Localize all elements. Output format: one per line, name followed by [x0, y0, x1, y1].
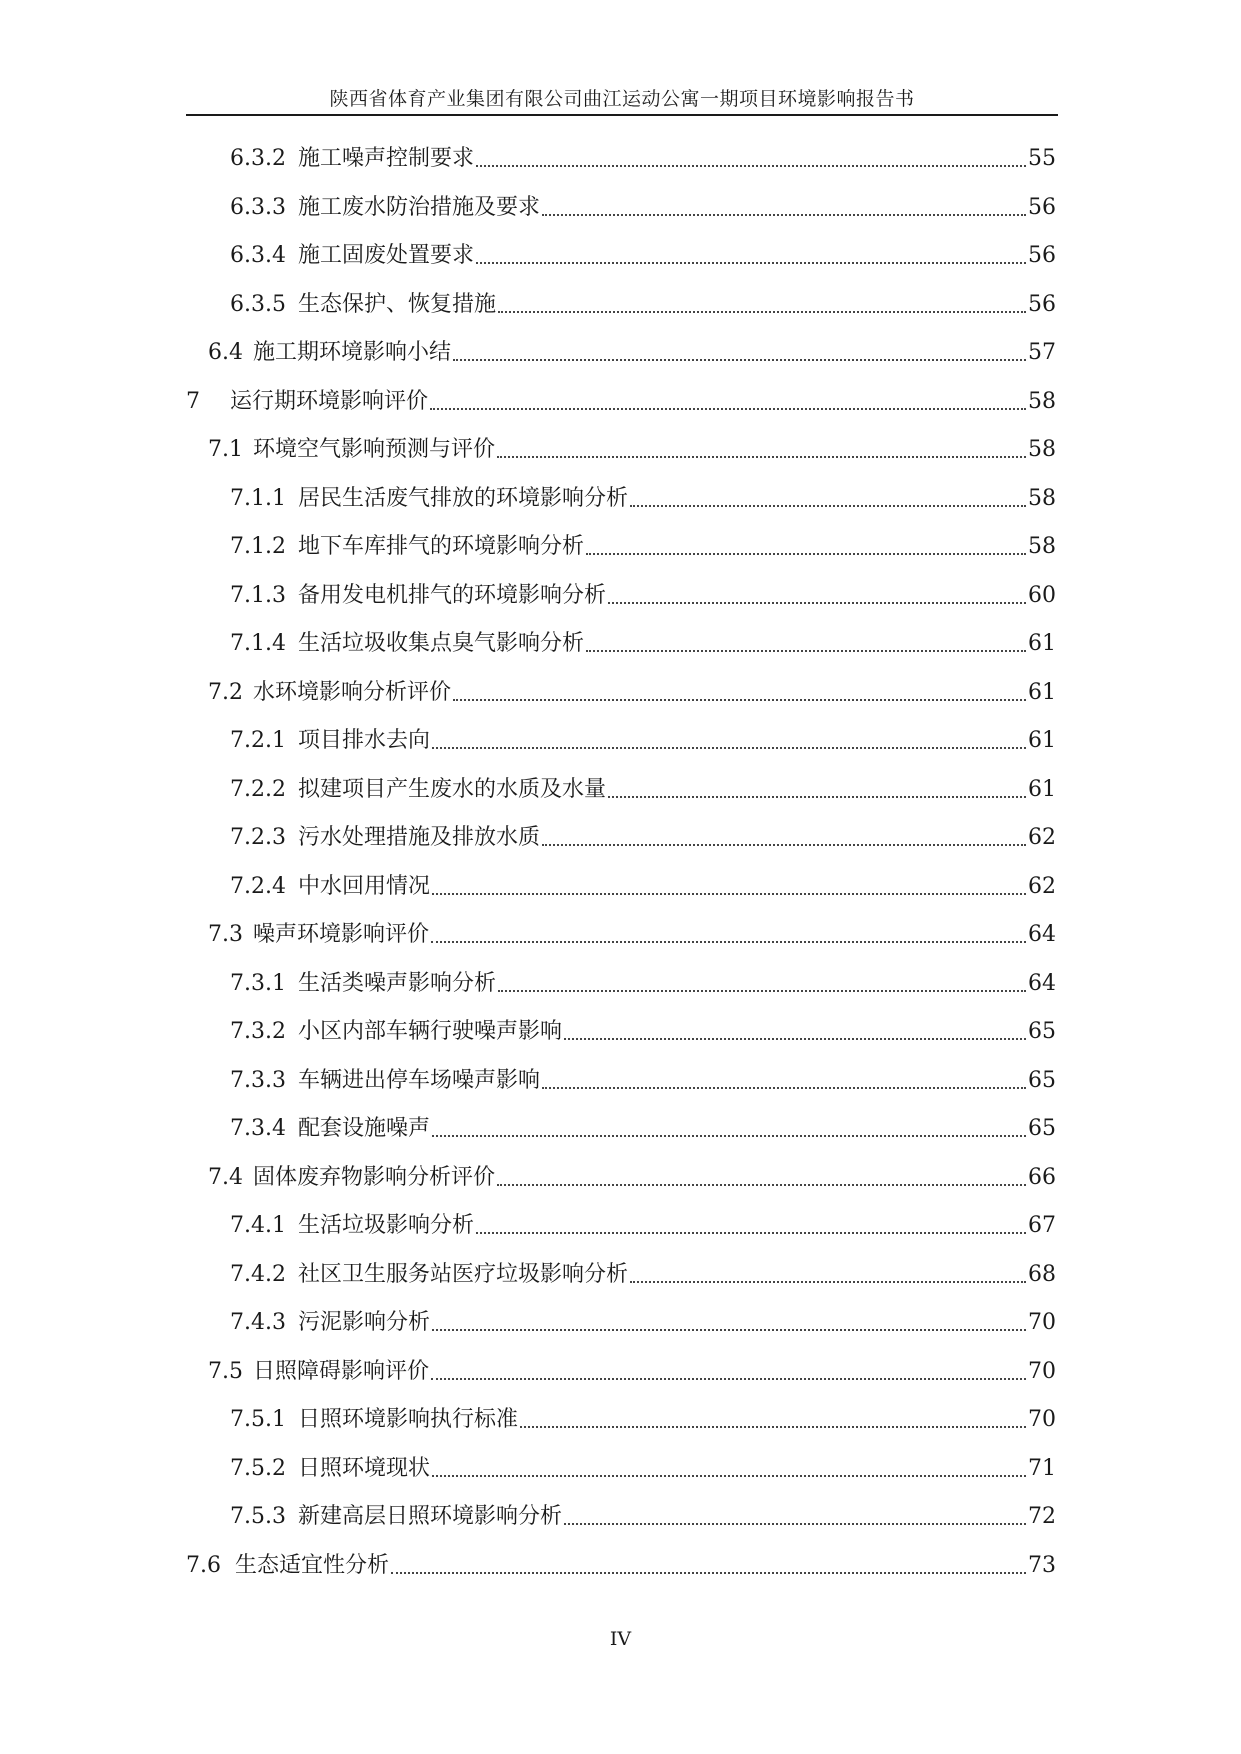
toc-dot-leader: [498, 990, 1026, 992]
toc-entry[interactable]: [208, 336, 1056, 370]
toc-entry[interactable]: [230, 627, 1056, 661]
toc-entry[interactable]: [230, 1209, 1056, 1243]
toc-entry-title: 施工期环境影响小结: [253, 340, 452, 365]
toc-entry-page: 71: [1028, 1455, 1056, 1481]
toc-entry[interactable]: [230, 530, 1056, 564]
toc-dot-leader: [586, 650, 1026, 652]
toc-entry[interactable]: [208, 676, 1056, 710]
toc-entry[interactable]: [230, 288, 1056, 322]
toc-entry-number: 7.5.1: [230, 1407, 286, 1432]
toc-entry-title: 日照环境影响执行标准: [297, 1407, 518, 1432]
toc-dot-leader: [431, 941, 1026, 943]
toc-entry[interactable]: [230, 191, 1056, 225]
toc-entry-title: 车辆进出停车场噪声影响: [297, 1067, 540, 1093]
toc-entry-page: 58: [1028, 388, 1056, 414]
toc-dot-leader: [476, 165, 1026, 167]
toc-entry-page: 68: [1028, 1261, 1056, 1287]
toc-entry-number: 7.2: [208, 679, 243, 705]
toc-entry-page: 61: [1028, 631, 1056, 656]
toc-entry-page: 56: [1028, 291, 1056, 317]
toc-dot-leader: [497, 1184, 1026, 1186]
toc-entry-page: 55: [1028, 146, 1056, 171]
toc-entry-title: 拟建项目产生废水的水质及水量: [297, 776, 606, 802]
toc-entry-title: 施工固废处置要求: [297, 243, 474, 268]
toc-entry-title: 中水回用情况: [297, 873, 430, 899]
toc-entry-number: 7.4.3: [230, 1310, 286, 1335]
toc-entry[interactable]: [230, 1112, 1056, 1146]
toc-dot-leader: [608, 602, 1026, 604]
toc-entry-page: 70: [1028, 1358, 1056, 1384]
toc-dot-leader: [432, 1329, 1026, 1331]
toc-dot-leader: [476, 1232, 1026, 1234]
toc-entry-number: 7.3.4: [230, 1116, 286, 1141]
toc-entry-number: 7.5.2: [230, 1455, 286, 1481]
toc-entry-title: 生活类噪声影响分析: [297, 970, 496, 996]
toc-entry-number: 7.4.1: [230, 1213, 286, 1238]
toc-entry[interactable]: [230, 773, 1056, 807]
toc-entry-title: 日照环境现状: [297, 1455, 430, 1481]
toc-entry-number: 7.5.3: [230, 1504, 286, 1529]
toc-entry-page: 64: [1028, 922, 1056, 947]
toc-entry-title: 污泥影响分析: [297, 1310, 430, 1335]
toc-dot-leader: [432, 1135, 1026, 1137]
toc-entry-title: 备用发电机排气的环境影响分析: [297, 582, 606, 608]
toc-entry-number: 7.3: [208, 922, 243, 947]
toc-entry-page: 66: [1028, 1164, 1056, 1190]
toc-entry-page: 61: [1028, 679, 1056, 705]
toc-entry-page: 58: [1028, 485, 1056, 511]
toc-entry-number: 7.3.1: [230, 970, 286, 996]
toc-dot-leader: [498, 311, 1026, 313]
toc-entry-number: 6.3.4: [230, 243, 286, 268]
toc-dot-leader: [564, 1523, 1026, 1525]
page-number: IV: [609, 1628, 632, 1650]
toc-entry-number: 7.2.1: [230, 728, 286, 753]
toc-dot-leader: [391, 1572, 1026, 1574]
toc-entry[interactable]: [230, 1500, 1056, 1534]
toc-dot-leader: [430, 408, 1026, 410]
toc-entry[interactable]: [230, 239, 1056, 273]
toc-entry-page: 65: [1028, 1067, 1056, 1093]
toc-entry-number: 7: [186, 388, 200, 414]
toc-entry[interactable]: [230, 724, 1056, 758]
toc-entry-title: 居民生活废气排放的环境影响分析: [297, 485, 628, 511]
toc-entry-number: 7.3.2: [230, 1019, 286, 1044]
toc-entry-page: 60: [1028, 582, 1056, 608]
toc-entry[interactable]: [230, 1015, 1056, 1049]
toc-dot-leader: [608, 796, 1026, 798]
toc-entry-number: 7.1.2: [230, 534, 286, 559]
toc-entry-page: 56: [1028, 243, 1056, 268]
toc-entry[interactable]: [186, 385, 1056, 419]
toc-entry-page: 65: [1028, 1019, 1056, 1044]
toc-entry-title: 项目排水去向: [297, 728, 430, 753]
toc-entry-page: 65: [1028, 1116, 1056, 1141]
toc-entry-number: 6.3.3: [230, 194, 286, 220]
toc-entry-page: 72: [1028, 1504, 1056, 1529]
toc-entry[interactable]: [230, 1452, 1056, 1486]
toc-dot-leader: [586, 553, 1026, 555]
toc-entry-number: 7.1.4: [230, 631, 286, 656]
toc-entry-number: 7.3.3: [230, 1067, 286, 1093]
toc-entry-page: 64: [1028, 970, 1056, 996]
toc-entry-page: 61: [1028, 776, 1056, 802]
toc-entry[interactable]: [230, 1403, 1056, 1437]
toc-entry-number: 6.4: [208, 340, 243, 365]
toc-entry[interactable]: [230, 1306, 1056, 1340]
toc-entry-page: 67: [1028, 1213, 1056, 1238]
toc-entry-page: 56: [1028, 194, 1056, 220]
toc-entry-title: 社区卫生服务站医疗垃圾影响分析: [297, 1261, 628, 1287]
toc-entry-number: 7.2.3: [230, 825, 286, 850]
toc-entry[interactable]: [230, 870, 1056, 904]
toc-entry[interactable]: [208, 1355, 1056, 1389]
toc-entry-title: 地下车库排气的环境影响分析: [297, 534, 584, 559]
toc-entry-number: 7.1.3: [230, 582, 286, 608]
toc-entry-title: 生活垃圾收集点臭气影响分析: [297, 631, 584, 656]
toc-entry-title: 新建高层日照环境影响分析: [297, 1504, 562, 1529]
toc-entry-title: 配套设施噪声: [297, 1116, 430, 1141]
toc-entry-number: 7.2.4: [230, 873, 286, 899]
toc-entry[interactable]: [230, 821, 1056, 855]
toc-entry-title: 小区内部车辆行驶噪声影响: [297, 1019, 562, 1044]
toc-entry-title: 噪声环境影响评价: [253, 922, 430, 947]
toc-dot-leader: [542, 214, 1026, 216]
toc-entry[interactable]: [230, 482, 1056, 516]
document-header: 陕西省体育产业集团有限公司曲江运动公寓一期项目环境影响报告书: [329, 88, 915, 110]
toc-entry-page: 62: [1028, 825, 1056, 850]
toc-entry-number: 7.5: [208, 1358, 243, 1384]
toc-entry-number: 6.3.2: [230, 146, 286, 171]
toc-entry-page: 62: [1028, 873, 1056, 899]
toc-entry-page: 73: [1028, 1552, 1056, 1578]
toc-dot-leader: [453, 359, 1026, 361]
header-rule: [186, 114, 1058, 116]
toc-entry-title: 日照障碍影响评价: [253, 1358, 430, 1384]
toc-dot-leader: [476, 262, 1026, 264]
toc-entry-number: 7.1.1: [230, 485, 286, 511]
toc-entry-page: 58: [1028, 437, 1056, 462]
toc-entry-number: 7.4.2: [230, 1261, 286, 1287]
toc-entry-title: 污水处理措施及排放水质: [297, 825, 540, 850]
toc-dot-leader: [497, 456, 1026, 458]
toc-entry[interactable]: [230, 967, 1056, 1001]
toc-dot-leader: [630, 1281, 1026, 1283]
toc-entry-page: 61: [1028, 728, 1056, 753]
toc-dot-leader: [542, 844, 1026, 846]
toc-dot-leader: [542, 1087, 1026, 1089]
toc-dot-leader: [630, 505, 1026, 507]
toc-entry[interactable]: [230, 1258, 1056, 1292]
toc-dot-leader: [432, 1475, 1026, 1477]
toc-entry-title: 运行期环境影响评价: [230, 388, 429, 414]
toc-entry[interactable]: [230, 1064, 1056, 1098]
toc-entry-page: 58: [1028, 534, 1056, 559]
toc-dot-leader: [564, 1038, 1026, 1040]
toc-entry-title: 水环境影响分析评价: [253, 679, 452, 705]
toc-entry-number: 7.1: [208, 437, 243, 462]
toc-entry[interactable]: [208, 433, 1056, 467]
toc-entry[interactable]: [208, 1161, 1056, 1195]
toc-dot-leader: [453, 699, 1026, 701]
toc-entry[interactable]: [230, 579, 1056, 613]
toc-entry-number: 7.6: [186, 1552, 221, 1578]
toc-entry-number: 7.4: [208, 1164, 243, 1190]
toc-dot-leader: [432, 893, 1026, 895]
toc-entry-title: 生态保护、恢复措施: [297, 291, 496, 317]
toc-entry-title: 环境空气影响预测与评价: [253, 437, 496, 462]
toc-entry-number: 7.2.2: [230, 776, 286, 802]
toc-entry-page: 70: [1028, 1407, 1056, 1432]
toc-dot-leader: [432, 747, 1026, 749]
toc-entry-page: 57: [1028, 340, 1056, 365]
toc-dot-leader: [431, 1378, 1026, 1380]
toc-entry-title: 生态适宜性分析: [235, 1552, 390, 1578]
toc-entry[interactable]: [230, 142, 1056, 176]
toc-entry-title: 施工噪声控制要求: [297, 146, 474, 171]
toc-entry[interactable]: [186, 1549, 1056, 1583]
toc-entry-title: 施工废水防治措施及要求: [297, 194, 540, 220]
toc-entry-title: 生活垃圾影响分析: [297, 1213, 474, 1238]
toc-entry-number: 6.3.5: [230, 291, 286, 317]
toc-entry-page: 70: [1028, 1310, 1056, 1335]
toc-entry[interactable]: [208, 918, 1056, 952]
toc-entry-title: 固体废弃物影响分析评价: [253, 1164, 496, 1190]
toc-dot-leader: [520, 1426, 1026, 1428]
